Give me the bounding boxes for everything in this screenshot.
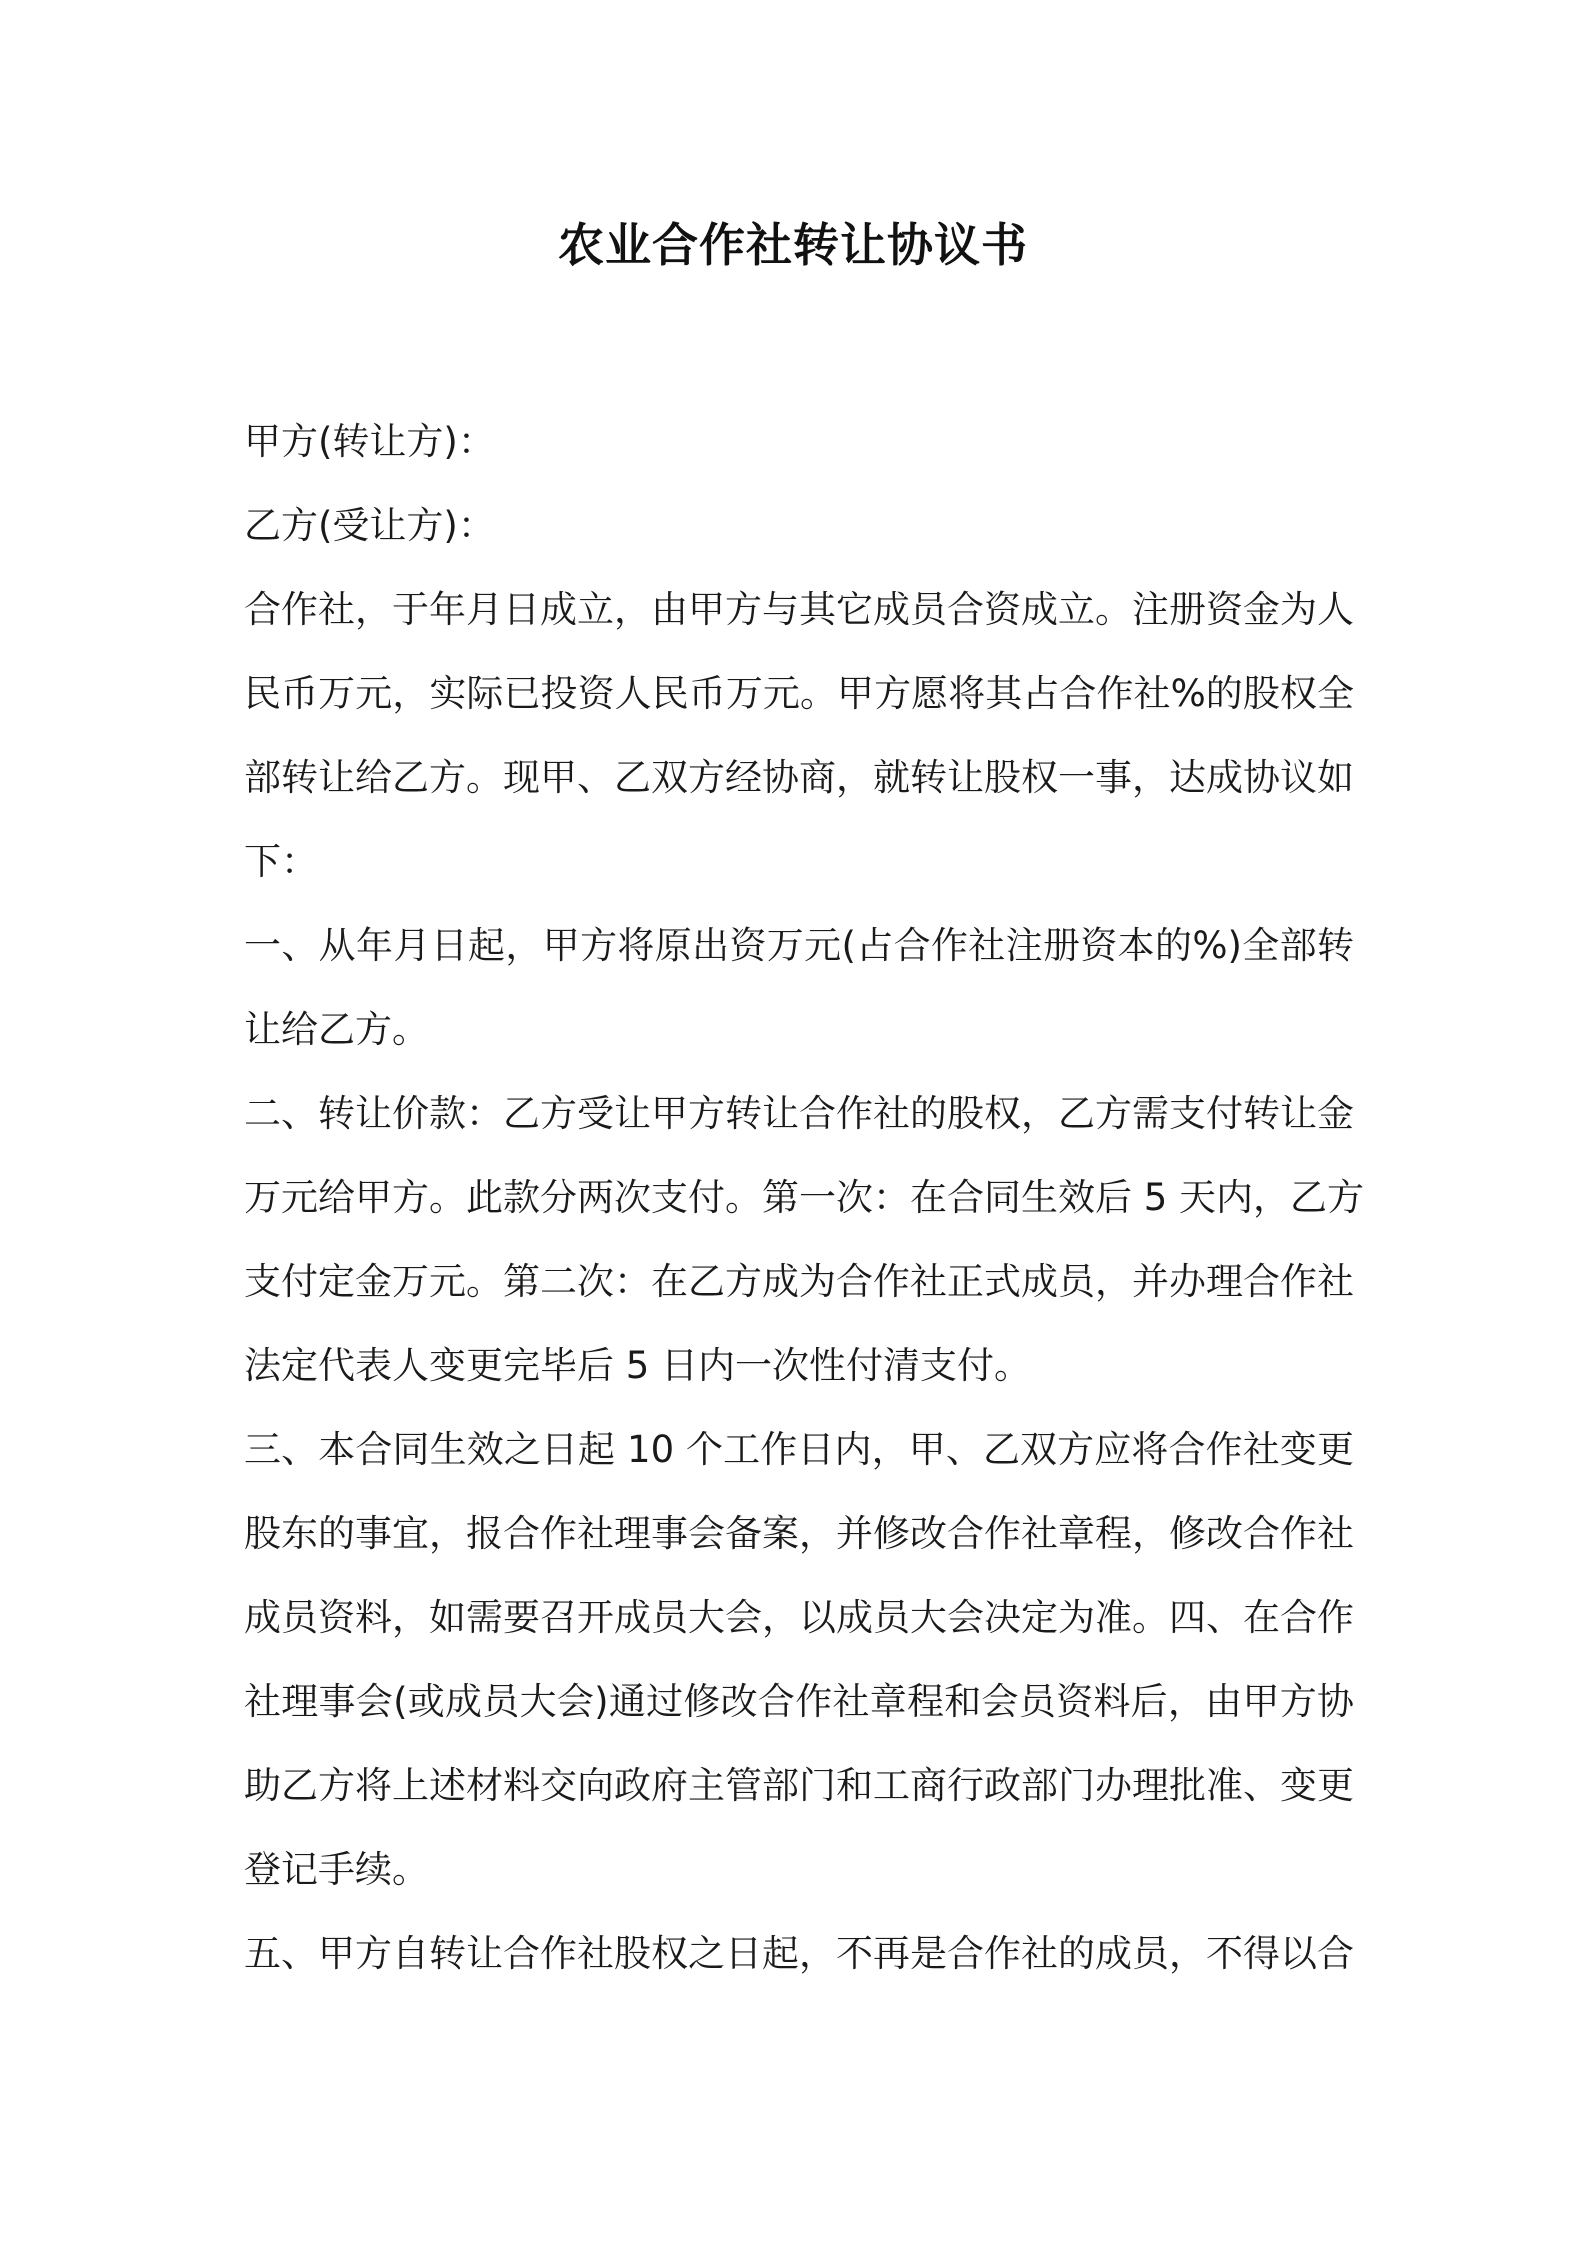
- clause-4-line: 社理事会(或成员大会)通过修改合作社章程和会员资料后，由甲方协: [244, 1680, 1354, 1723]
- body-line: 下：: [244, 840, 318, 883]
- clause-2-line: 法定代表人变更完毕后 5 日内一次性付清支付。: [244, 1344, 1032, 1387]
- document-title: 农业合作社转让协议书: [558, 218, 1028, 272]
- party-b-line: 乙方(受让方)：: [244, 504, 495, 547]
- clause-5-line: 五、甲方自转让合作社股权之日起，不再是合作社的成员，不得以合: [244, 1932, 1354, 1975]
- clause-3-line: 三、本合同生效之日起 10 个工作日内，甲、乙双方应将合作社变更: [244, 1428, 1354, 1471]
- clause-2-line: 支付定金万元。第二次：在乙方成为合作社正式成员，并办理合作社: [244, 1260, 1354, 1303]
- body-line: 部转让给乙方。现甲、乙双方经协商，就转让股权一事，达成协议如: [244, 756, 1354, 799]
- clause-2-line: 万元给甲方。此款分两次支付。第一次：在合同生效后 5 天内，乙方: [244, 1176, 1365, 1219]
- body-line: 民币万元，实际已投资人民币万元。甲方愿将其占合作社%的股权全: [244, 672, 1354, 715]
- clause-1-line: 让给乙方。: [244, 1008, 429, 1051]
- clause-4-line: 助乙方将上述材料交向政府主管部门和工商行政部门办理批准、变更: [244, 1764, 1354, 1807]
- clause-2-line: 二、转让价款：乙方受让甲方转让合作社的股权，乙方需支付转让金: [244, 1092, 1354, 1135]
- document-body: [244, 400, 1365, 1996]
- clause-3-line: 成员资料，如需要召开成员大会，以成员大会决定为准。四、在合作: [244, 1596, 1354, 1639]
- clause-4-line: 登记手续。: [244, 1848, 429, 1891]
- clause-1-line: 一、从年月日起，甲方将原出资万元(占合作社注册资本的%)全部转: [244, 924, 1354, 967]
- clause-3-line: 股东的事宜，报合作社理事会备案，并修改合作社章程，修改合作社: [244, 1512, 1354, 1555]
- body-line: 合作社，于年月日成立，由甲方与其它成员合资成立。注册资金为人: [244, 588, 1354, 631]
- party-a-line: 甲方(转让方)：: [244, 420, 495, 463]
